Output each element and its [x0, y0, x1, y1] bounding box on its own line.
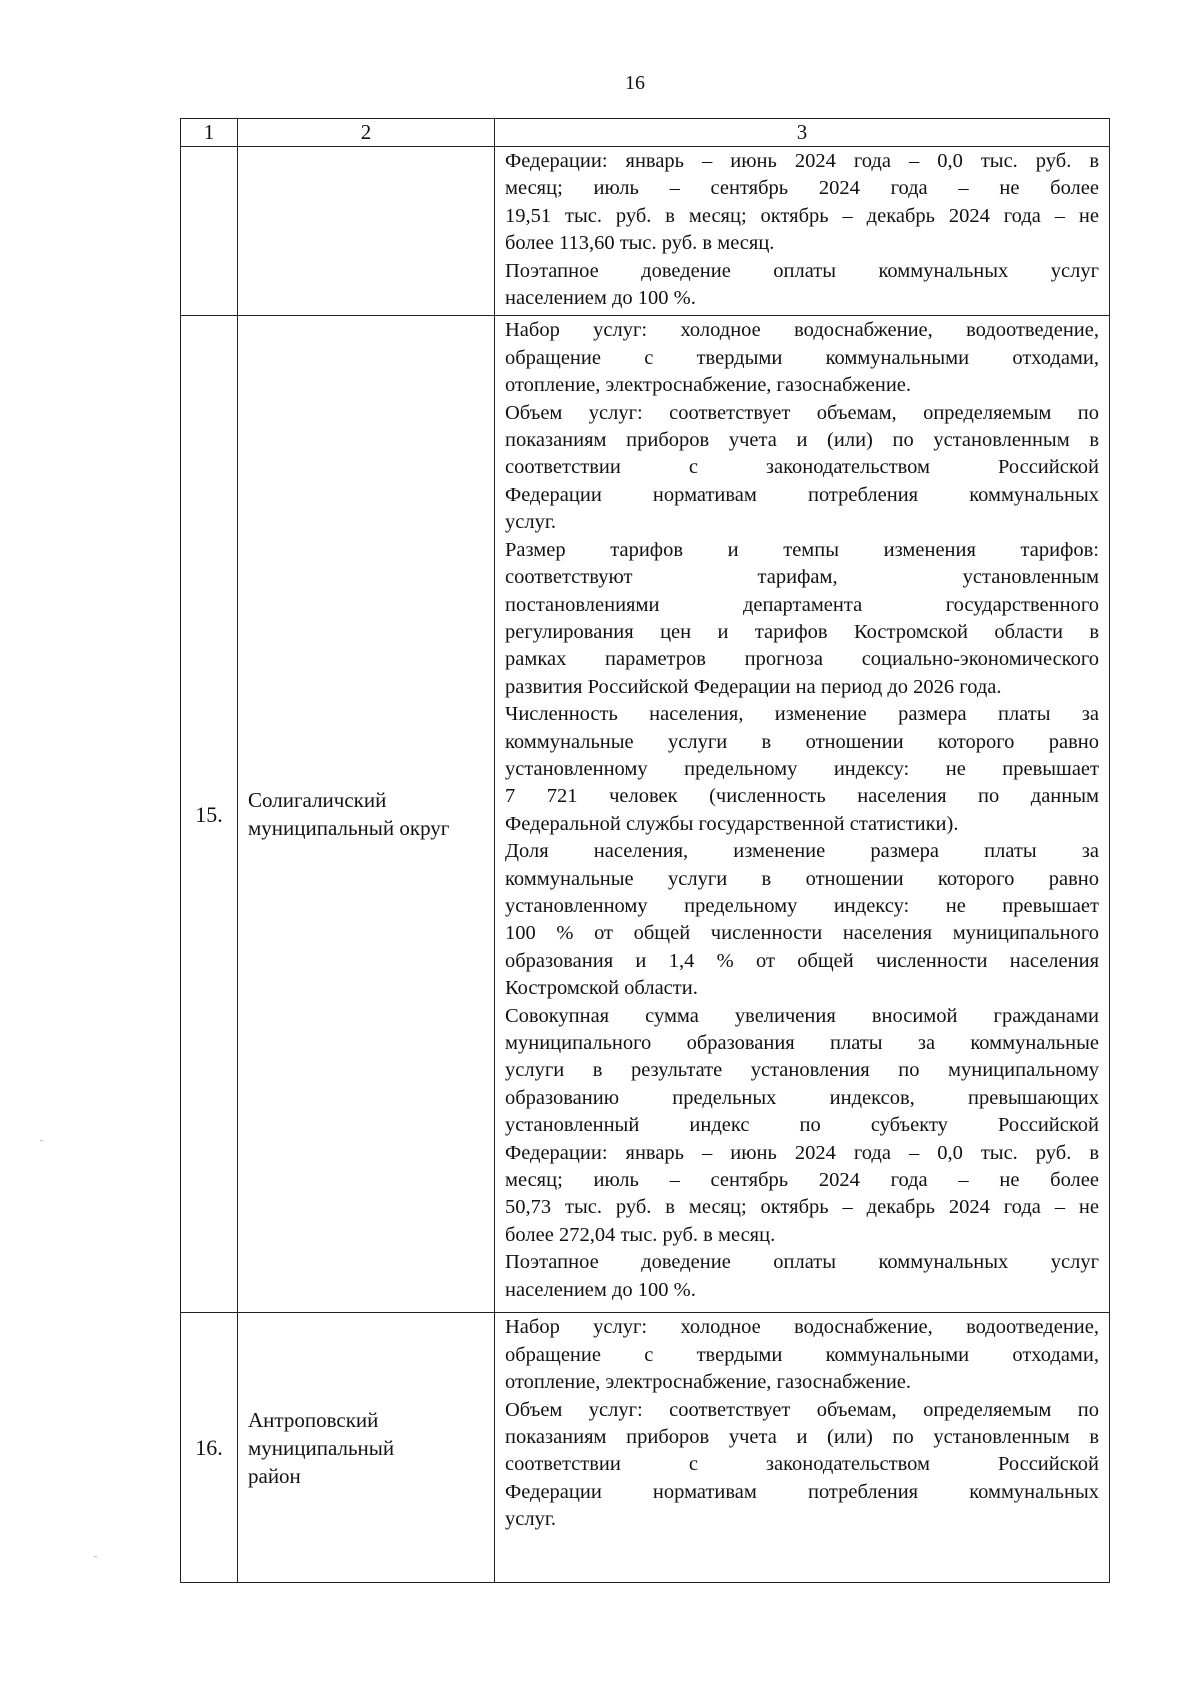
description-line: Костромской области.	[505, 977, 698, 1000]
description-cell	[495, 147, 1110, 316]
description-line: более 272,04 тыс. руб. в месяц.	[505, 1223, 776, 1246]
description-line: Федерации нормативам потребления коммунальных	[505, 1480, 1099, 1503]
header-row	[181, 119, 1110, 147]
table-body	[181, 119, 1110, 1583]
description-line: месяц; июль – сентябрь 2024 года – не более	[505, 177, 1099, 200]
row-number	[181, 147, 238, 316]
description-cell	[495, 316, 1110, 1313]
description-line: Совокупная сумма увеличения вносимой гражданами	[505, 1004, 1099, 1027]
description-line: развития Российской Федерации на период до 2026 года.	[505, 675, 1002, 698]
description-line: Поэтапное доведение оплаты коммунальных услуг	[505, 259, 1099, 282]
description-line: месяц; июль – сентябрь 2024 года – не более	[505, 1169, 1099, 1192]
description-line: 19,51 тыс. руб. в месяц; октябрь – декабрь 2024 года – не	[505, 204, 1099, 227]
description-line: Поэтапное доведение оплаты коммунальных услуг	[505, 1251, 1099, 1274]
description-line: 100 % от общей численности населения муниципального	[505, 922, 1099, 945]
description-line: услуги в результате установления по муниципальному	[505, 1059, 1099, 1082]
description-line: образования и 1,4 % от общей численности населения	[505, 949, 1099, 972]
description-paragraph	[505, 838, 1099, 1002]
header-cell-2: 2	[238, 119, 495, 147]
description-line: Доля населения, изменение размера платы за	[505, 840, 1099, 863]
description-line: Федеральной службы государственной статистики).	[505, 812, 959, 835]
description-paragraph	[505, 400, 1099, 537]
description-paragraph	[505, 1249, 1099, 1304]
margin-mark	[94, 1556, 97, 1557]
description-line: установленному предельному индексу: не превышает	[505, 757, 1099, 780]
description-line: образованию предельных индексов, превышающих	[505, 1086, 1099, 1109]
description-line: установленному предельному индексу: не превышает	[505, 894, 1099, 917]
description-line: регулирования цен и тарифов Костромской области в	[505, 620, 1099, 643]
table-row	[181, 316, 1110, 1313]
description-line: населением до 100 %.	[505, 287, 696, 310]
description-line: соответствии с законодательством Российской	[505, 456, 1099, 479]
description-line: Федерации: январь – июнь 2024 года – 0,0 тыс. руб. в	[505, 1141, 1099, 1164]
header-cell-3: 3	[495, 119, 1110, 147]
description-line: услуг.	[505, 1508, 557, 1531]
description-line: Федерации: январь – июнь 2024 года – 0,0 тыс. руб. в	[505, 150, 1099, 172]
description-line: коммунальные услуги в отношении которого равно	[505, 730, 1099, 753]
description-line: соответствии с законодательством Российской	[505, 1453, 1099, 1476]
row-number: 16.	[181, 1313, 238, 1583]
data-table	[180, 118, 1110, 1583]
description-line: 50,73 тыс. руб. в месяц; октябрь – декабрь 2024 года – не	[505, 1196, 1099, 1219]
municipality-name	[238, 316, 495, 1313]
municipality-name	[238, 147, 495, 316]
description-cell	[495, 1313, 1110, 1583]
municipality-name-line: район	[248, 1463, 301, 1488]
header-cell-1: 1	[181, 119, 238, 147]
description-line: соответствуют тарифам, установленным	[505, 566, 1099, 589]
description-line: показаниям приборов учета и (или) по установленным в	[505, 429, 1099, 452]
table-row	[181, 1313, 1110, 1583]
description-paragraph	[505, 148, 1099, 258]
description-line: Размер тарифов и темпы изменения тарифов:	[505, 538, 1099, 561]
municipality-name-line: Солигаличский	[248, 788, 387, 813]
description-line: постановлениями департамента государственного	[505, 593, 1099, 616]
description-paragraph	[505, 1003, 1099, 1250]
description-line: обращение с твердыми коммунальными отходами,	[505, 1343, 1099, 1366]
description-line: Объем услуг: соответствует объемам, определяемым по	[505, 1398, 1099, 1421]
description-line: показаниям приборов учета и (или) по установленным в	[505, 1426, 1099, 1449]
municipality-name-line: муниципальный	[248, 1435, 395, 1460]
description-line: Федерации нормативам потребления коммунальных	[505, 483, 1099, 506]
description-paragraph	[505, 317, 1099, 399]
description-line: более 113,60 тыс. руб. в месяц.	[505, 232, 775, 255]
description-line: Набор услуг: холодное водоснабжение, водоотведение,	[505, 1316, 1099, 1339]
description-line: Численность населения, изменение размера платы за	[505, 703, 1099, 726]
description-line: Объем услуг: соответствует объемам, определяемым по	[505, 401, 1099, 424]
margin-mark	[40, 1140, 43, 1141]
description-line: 7 721 человек (численность населения по данным	[505, 785, 1099, 808]
description-line: населением до 100 %.	[505, 1278, 696, 1301]
table-row	[181, 147, 1110, 316]
description-paragraph	[505, 537, 1099, 701]
description-paragraph	[505, 258, 1099, 313]
description-line: рамках параметров прогноза социально-экономического	[505, 648, 1099, 671]
description-line: отопление, электроснабжение, газоснабжение.	[505, 1371, 912, 1394]
description-paragraph	[505, 701, 1099, 838]
municipality-name-line: муниципальный округ	[248, 816, 450, 841]
description-line: отопление, электроснабжение, газоснабжение.	[505, 374, 912, 397]
description-line: Набор услуг: холодное водоснабжение, водоотведение,	[505, 319, 1099, 342]
municipality-name	[238, 1313, 495, 1583]
description-line: обращение с твердыми коммунальными отходами,	[505, 346, 1099, 369]
page-number: 16	[625, 72, 645, 94]
municipality-name-line: Антроповский	[248, 1407, 379, 1432]
description-line: коммунальные услуги в отношении которого равно	[505, 867, 1099, 890]
description-paragraph	[505, 1397, 1099, 1534]
description-line: установленный индекс по субъекту Российской	[505, 1114, 1099, 1137]
row-number: 15.	[181, 316, 238, 1313]
description-paragraph	[505, 1314, 1099, 1396]
description-line: муниципального образования платы за коммунальные	[505, 1032, 1099, 1054]
description-line: услуг.	[505, 511, 557, 534]
